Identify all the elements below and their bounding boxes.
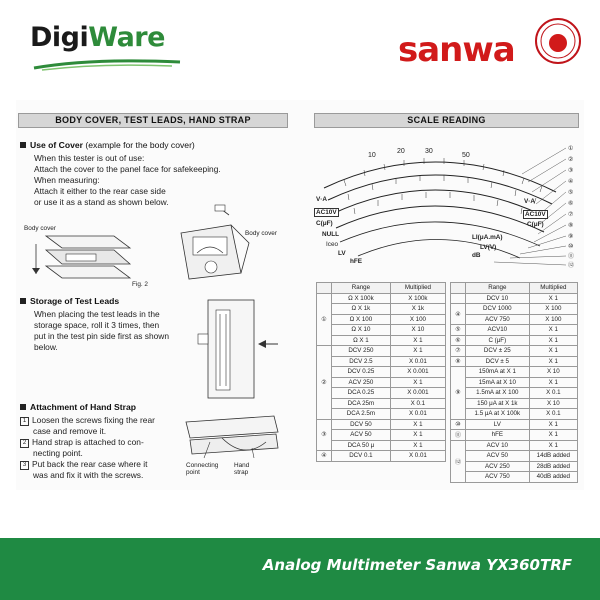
range-table-left: [316, 282, 446, 462]
table-row: ⑤ ACV10 X 1: [451, 325, 578, 336]
dial-label-db: dB: [472, 252, 481, 259]
manual-page: [16, 100, 584, 490]
table-row: Ω X 10 X 10: [317, 325, 446, 336]
svg-text:⑤: ⑤: [568, 190, 574, 196]
table-row: Ω X 100 X 100: [317, 314, 446, 325]
dial-label-lvv: LV(V): [480, 244, 497, 251]
svg-text:⑨: ⑨: [568, 234, 574, 240]
strap-heading: Attachment of Hand Strap: [20, 402, 136, 412]
table-row: Ω X 1 X 1: [317, 335, 446, 346]
strap-step-1: 1 Loosen the screws fixing the rear: [20, 415, 155, 426]
hand-strap-label: Hand strap: [234, 462, 250, 476]
table-row: ACV 250 28dB added: [451, 461, 578, 472]
table-row: ⑨ 150mA at X 1 X 10: [451, 367, 578, 378]
dial-label-va-left: V·A: [316, 196, 328, 203]
svg-text:④: ④: [568, 179, 574, 185]
table-row: Ω X 1k X 1k: [317, 304, 446, 315]
dial-label-hfe: hFE: [350, 258, 363, 265]
use-cover-heading: Use of Cover (example for the body cover): [20, 140, 195, 150]
digiware-swoosh-icon: [32, 56, 182, 72]
dial-label-iceo: Iceo: [326, 241, 339, 248]
dial-label-20: 20: [397, 148, 405, 155]
strap-steps: 1 Loosen the screws fixing the rear case and remove it. 2 Hand strap is attached to con- necting point. 3 Put back the rear case where it was and fix it with the screws.: [20, 415, 155, 481]
digiware-logo-part1: Digi: [30, 22, 89, 53]
table-row: ACV 250 X 1: [317, 377, 446, 388]
dial-label-ac10v-right: AC10V: [525, 211, 546, 218]
made-in-japan-seal-icon: [535, 18, 581, 64]
strap-step-2: 2 Hand strap is attached to con-: [20, 437, 155, 448]
svg-text:⑧: ⑧: [568, 223, 574, 229]
body-cover-label-1: Body cover: [24, 225, 56, 232]
svg-text:⑦: ⑦: [568, 212, 574, 218]
body-cover-rear-figure: [26, 228, 146, 284]
test-leads-storage-figure: [194, 296, 282, 402]
table-row: DCV 10 X 1: [451, 293, 578, 304]
dial-label-50: 50: [462, 152, 470, 159]
product-title-bar: [0, 538, 600, 600]
dial-label-10: 10: [368, 152, 376, 159]
storage-text: When placing the test leads in the storage space, roll it 3 times, then put in the test pin side first as shown below.: [34, 309, 170, 352]
table-row: ⑫ ACV 10 X 1: [451, 440, 578, 451]
table-row: DCA 0.25 X 0.001: [317, 388, 446, 399]
table-row: DCA 25m X 0.1: [317, 398, 446, 409]
table-row: ⑩ LV X 1: [451, 419, 578, 430]
table-row: ③ DCV 50 X 1: [317, 419, 446, 430]
table-row: DCV 2.5 X 0.01: [317, 356, 446, 367]
dial-label-lv: LV: [338, 250, 346, 257]
table-row: ① Ω X 100k X 100k: [317, 293, 446, 304]
range-header: Range: [332, 283, 391, 294]
multiplied-header: Multiplied: [390, 283, 445, 294]
table-row: 150 μA at X 1k X 10: [451, 398, 578, 409]
digiware-logo: [30, 22, 180, 74]
range-table-right: Range Multiplied DCV 10 X 1 ④ DCV 1000 X 100 ACV 750 X 100 ⑤ ACV10 X 1 ⑥ C (μF) X 1 ⑦ DCV ± 25 X 1 ⑧ DCV ± 5 X 1 ⑨ 150mA at X 1 X 10 15mA at X 10 X 1 1.5mA at X 100 X 0.1 150 μA at X 1k X 10 1.5 μA at X 100k X 0.1 ⑩ LV X 1 ⑪ hFE X 1 ⑫ ACV 10 X 1 ACV 50 14dB added ACV 250 28dB added ACV 750 40dB added: [450, 282, 578, 483]
table-row: 1.5mA at X 100 X 0.1: [451, 388, 578, 399]
body-cover-label-2: Body cover: [245, 230, 277, 237]
product-title: Analog Multimeter Sanwa YX360TRF: [262, 556, 572, 574]
table-row: ACV 750 X 100: [451, 314, 578, 325]
dial-label-va-right: V·A: [524, 198, 536, 205]
svg-text:⑪: ⑪: [568, 254, 575, 260]
dial-label-null: NULL: [322, 231, 340, 238]
table-row: ⑧ DCV ± 5 X 1: [451, 356, 578, 367]
table-row: ② DCV 250 X 1: [317, 346, 446, 357]
digiware-logo-part2: Ware: [88, 22, 165, 53]
table-row: 15mA at X 10 X 1: [451, 377, 578, 388]
table-row: ⑪ hFE X 1: [451, 430, 578, 441]
strap-step-3: 3 Put back the rear case where it: [20, 459, 155, 470]
svg-text:⑩: ⑩: [568, 244, 574, 250]
table-row: DCA 2.5m X 0.01: [317, 409, 446, 420]
table-row: ACV 750 40dB added: [451, 472, 578, 483]
fig-2-label: Fig. 2: [132, 281, 148, 288]
body-cover-stand-figure: [171, 203, 281, 283]
table-row: ④ DCV 1000 X 100: [451, 304, 578, 315]
left-section-title: BODY COVER, TEST LEADS, HAND STRAP: [18, 113, 288, 128]
right-section-title: SCALE READING: [314, 113, 579, 128]
svg-text:①: ①: [568, 146, 574, 152]
table-row: ACV 50 14dB added: [451, 451, 578, 462]
table-row: ⑥ C (μF) X 1: [451, 335, 578, 346]
table-row: ACV 50 X 1: [317, 430, 446, 441]
svg-text:⑫: ⑫: [568, 263, 575, 269]
dial-label-cuf-left: C(μF): [316, 220, 333, 227]
use-cover-text: When this tester is out of use: Attach the cover to the panel face for safekeeping. When measuring: Attach it either to the rear case side or use it as a stand as shown below.: [34, 153, 221, 207]
table-row: DCA 50 μ X 1: [317, 440, 446, 451]
dial-label-li: LI(μA.mA): [472, 234, 503, 241]
connecting-point-label: Connecting point: [186, 462, 219, 476]
dial-label-cuf-right: C(μF): [527, 221, 544, 228]
hand-strap-figure: [182, 412, 282, 462]
storage-heading: Storage of Test Leads: [20, 296, 119, 306]
dial-label-ac10v-left: AC10V: [316, 209, 337, 216]
svg-text:②: ②: [568, 157, 574, 163]
table-row: DCV 0.25 X 0.001: [317, 367, 446, 378]
table-row: 1.5 μA at X 100k X 0.1: [451, 409, 578, 420]
svg-text:⑥: ⑥: [568, 201, 574, 207]
table-row: ⑦ DCV ± 25 X 1: [451, 346, 578, 357]
table-row: ④ DCV 0.1 X 0.01: [317, 451, 446, 462]
dial-label-30: 30: [425, 148, 433, 155]
scale-dial-figure: [314, 138, 584, 270]
sanwa-logo: sanwa: [398, 30, 515, 70]
svg-text:③: ③: [568, 168, 574, 174]
